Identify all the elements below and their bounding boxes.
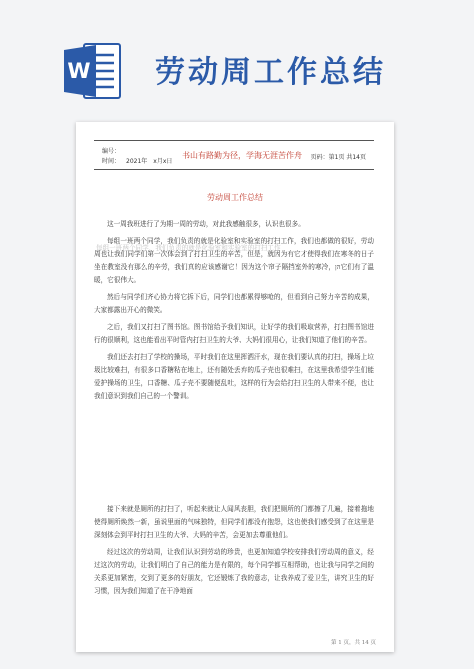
word-document-icon [62, 40, 124, 102]
paragraph: 然后与同学们齐心协力将它拆下后，同学们也都累得够呛的，但看到自己努力辛苦的成果，大家都露出开心的微笑。 [94, 293, 374, 314]
paragraph: 我们还去打扫了学校的操场，平时我们在这里挥洒汗水，现在我们要认真的打扫，操场上垃圾比较难扫，有很多口香糖粘在地上，还有随处丢弃的瓜子壳也很难扫，在这里我希望学生们能爱护操场的卫生，口香糖、瓜子壳不要随便乱吐，这样的行为会给打扫卫生的人带来不便，也让我们意识到我们自己的一个警训。 [94, 353, 374, 400]
paragraph: 这一周我班进行了为期一周的劳动，对此我感触很多，认识也很多。 [107, 220, 305, 228]
overlapping-text: 每组一班两个同学，我们负责的就是化验室和实验室的打扫工作 [96, 244, 281, 252]
paragraph: 接下来就是厕所的打扫了，听起来就让人闻风丧胆，我们把厕所的门都擦了几遍，接着拖地使得厕所焕然一新，虽说里面的气味独特，但同学们都没有抱怨，这也使我们感受到了在这里是深刻体会到平时打扫卫生的大爷、大妈的辛苦，会更加去尊重他们。 [94, 505, 374, 539]
page-footer: 第 1 页，共 14 页 [331, 640, 376, 646]
banner-title: 劳动周工作总结 [155, 55, 386, 90]
date-text: 2021年 [126, 158, 148, 165]
document-page [76, 122, 394, 652]
page-info: 页码：第1页 共14页 [310, 154, 366, 161]
document-body [94, 218, 374, 602]
document-title: 劳动周工作总结 [207, 193, 263, 202]
date-month-text: x月x日 [153, 158, 173, 165]
paragraph: 每组一班两个同学，我们负责的就是化验室和实验室的打扫工作，我们也都做的很好，劳动周也让我们同学们第一次体会到了打扫卫生的辛苦，但是，就因为有它才使得我们在寒冬的日子坐在教室没有那么的辛劳，我们真的应该感谢它！因为这个帘子隔挡室外的寒冷，הן它们有了温暖，它很伟大。 [94, 237, 375, 284]
banner [0, 0, 474, 118]
document-header [94, 140, 374, 170]
blank-space [94, 407, 374, 503]
motto-text: 书山有路勤为径，学海无涯苦作舟 [182, 151, 302, 160]
time-row [102, 156, 178, 165]
time-label: 时间： [102, 158, 121, 165]
number-label: 编号： [102, 148, 121, 155]
svg-text:W: W [67, 59, 91, 83]
paragraph: 经过这次的劳动周，让我们认识到劳动的珍贵，也更加知道学校安排我们劳动周的意义，经过这次的劳动，让我们明白了自己的能力是有限的，每个同学都互相帮助，也让我与同学之间的关系更加紧密，交到了更多的好朋友，它还锻炼了我的意志，让我养成了爱卫生，讲究卫生的好习惯，因为我们知道了在干净地面 [94, 548, 374, 595]
paragraph: 之后，我们又打扫了图书馆。图书馆给予我们知识，让好学的我们吸取营养，打扫图书馆进行的很顺利，这也能看出平时管内打扫卫生的大爷、大妈们很用心，让我们知道了他们的辛苦。 [94, 323, 374, 344]
